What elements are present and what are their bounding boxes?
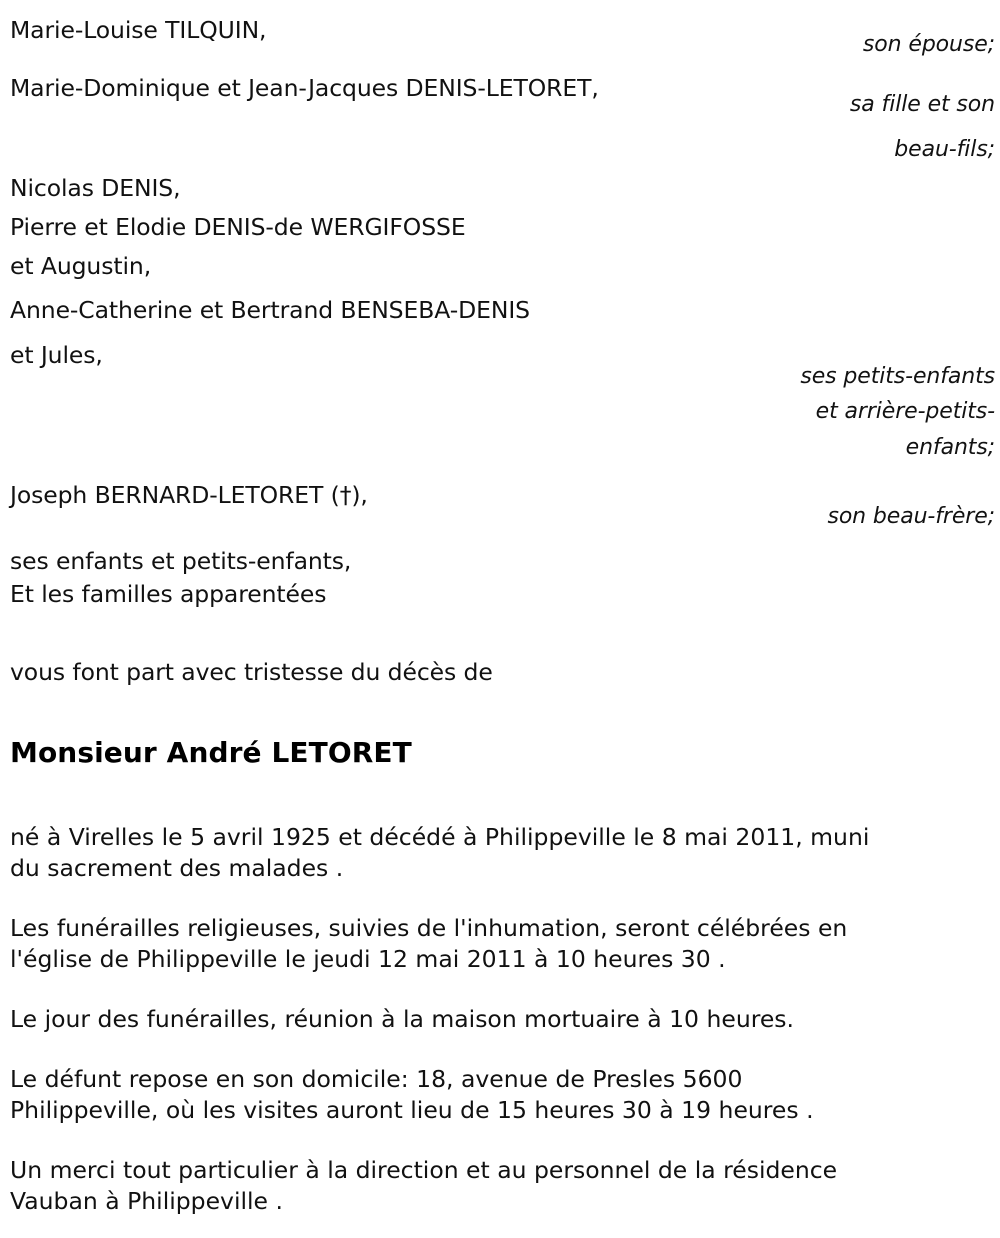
relation-label: son épouse; (862, 32, 995, 57)
family-name-line: Marie-Louise TILQUIN, (10, 16, 267, 44)
relation-label: sa fille et son (849, 92, 995, 117)
family-name-line: Anne-Catherine et Bertrand BENSEBA-DENIS (10, 296, 530, 324)
paragraph-line: né à Virelles le 5 avril 1925 et décédé à Philippeville le 8 mai 2011, muni (10, 823, 870, 851)
paragraph-visitation (10, 1064, 970, 1126)
paragraph-line: Le défunt repose en son domicile: 18, avenue de Presles 5600 (10, 1065, 743, 1093)
paragraph-line: Le jour des funérailles, réunion à la maison mortuaire à 10 heures. (10, 1005, 795, 1033)
paragraph-line: Un merci tout particulier à la direction et au personnel de la résidence (10, 1156, 838, 1184)
paragraph-line: Philippeville, où les visites auront lieu de 15 heures 30 à 19 heures . (10, 1096, 814, 1124)
family-closing-line: ses enfants et petits-enfants, (10, 547, 352, 575)
paragraph-thanks (10, 1155, 970, 1217)
paragraph-line: Les funérailles religieuses, suivies de l'inhumation, seront célébrées en (10, 914, 848, 942)
family-name-line: Marie-Dominique et Jean-Jacques DENIS-LETORET, (10, 74, 599, 102)
relation-label: son beau-frère; (827, 504, 995, 529)
announcement-intro: vous font part avec tristesse du décès de (10, 658, 493, 686)
paragraph-line: du sacrement des malades . (10, 854, 344, 882)
family-name-line: et Jules, (10, 341, 103, 369)
paragraph-gathering (10, 1004, 970, 1035)
deceased-name-heading: Monsieur André LETORET (10, 736, 412, 769)
family-name-line: Pierre et Elodie DENIS-de WERGIFOSSE (10, 213, 466, 241)
relation-label: et arrière-petits- (815, 399, 995, 424)
paragraph-line: Vauban à Philippeville . (10, 1187, 283, 1215)
family-name-line: Joseph BERNARD-LETORET (†), (10, 481, 368, 509)
family-closing-line: Et les familles apparentées (10, 580, 327, 608)
relation-label: beau-fils; (894, 137, 995, 162)
family-name-line: et Augustin, (10, 252, 152, 280)
paragraph-birth-death (10, 822, 970, 884)
paragraph-line: l'église de Philippeville le jeudi 12 mai 2011 à 10 heures 30 . (10, 945, 726, 973)
family-name-line: Nicolas DENIS, (10, 174, 181, 202)
paragraph-funeral-service (10, 913, 970, 975)
relation-label: ses petits-enfants (800, 364, 995, 389)
relation-label: enfants; (905, 435, 995, 460)
